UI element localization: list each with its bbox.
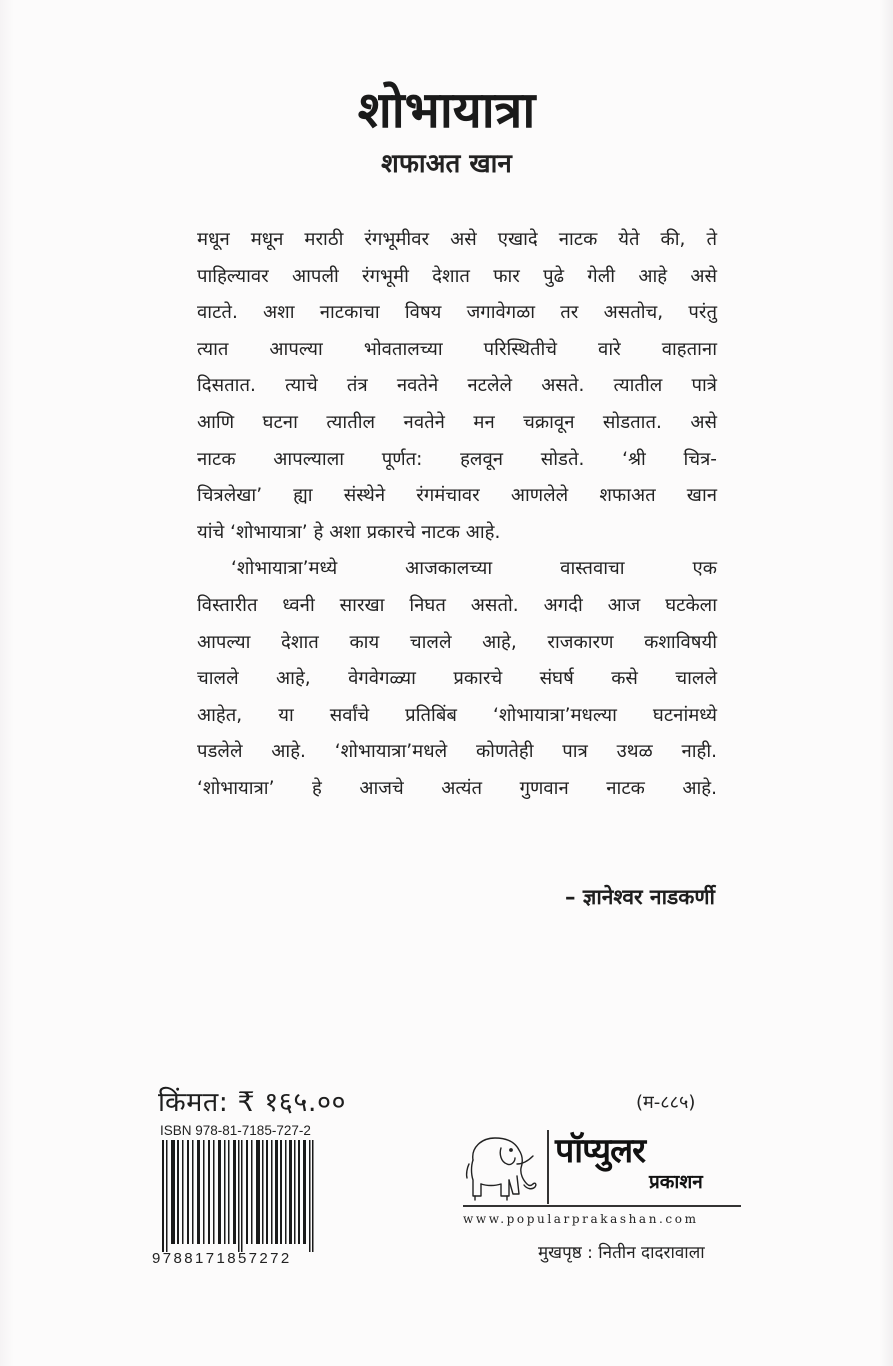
blurb-line: नाटक आपल्याला पूर्णत: हलवून सोडते. ‘श्री चित्र- [197,448,717,470]
logo-rule [463,1205,741,1207]
rupee-icon: ₹ [237,1087,256,1118]
catalog-code: (म-८८५) [636,1092,696,1113]
publisher-logo [463,1130,743,1210]
publisher-name: पॉप्युलर [555,1131,646,1171]
price-label: किंमत: [158,1087,229,1118]
cover-credit: मुखपृष्ठ : नितीन दादरावाला [538,1243,705,1263]
blurb-line: चित्रलेखा’ ह्या संस्थेने रंगमंचावर आणलेले शफाअत खान [197,485,717,507]
book-author: शफाअत खान [381,149,512,179]
blurb-line: ‘शोभायात्रा’मध्ये आजकालच्या वास्तवाचा एक [231,558,717,580]
barcode-digits: 9788171857272 [152,1250,292,1267]
blurb-line: आपल्या देशात काय चालले आहे, राजकारण कशाविषयी [197,631,717,653]
blurb-line: ‘शोभायात्रा’ हे आजचे अत्यंत गुणवान नाटक आहे. [197,777,717,799]
blurb-line: पडलेले आहे. ‘शोभायात्रा’मधले कोणतेही पात्र उथळ नाही. [197,741,717,763]
blurb-line: दिसतात. त्याचे तंत्र नवतेने नटलेले असते. त्यातील पात्रे [197,375,717,397]
publisher-sub: प्रकाशन [649,1171,703,1193]
isbn-label: ISBN 978-81-7185-727-2 [160,1123,311,1138]
blurb-line: आणि घटना त्यातील नवतेने मन चक्रावून सोडतात. असे [197,411,717,433]
blurb-signature: – ज्ञानेश्वर नाडकर्णी [565,885,715,909]
logo-divider [547,1130,549,1204]
blurb-line: वाटते. अशा नाटकाचा विषय जगावेगळा तर असतोच, परंतु [197,302,717,324]
elephant-icon [463,1130,541,1202]
blurb-line: विस्तारीत ध्वनी सारखा निघत असतो. अगदी आज घटकेला [197,594,717,616]
blurb-text [197,222,717,808]
blurb-line: पाहिल्यावर आपली रंगभूमी देशात फार पुढे गेली आहे असे [197,265,717,287]
blurb-line: आहेत, या सर्वांचे प्रतिबिंब ‘शोभायात्रा’मधल्या घटनांमध्ये [197,704,717,726]
book-title: शोभायात्रा [357,81,536,139]
barcode-icon [162,1140,318,1252]
price-amount: १६५.०० [264,1087,347,1118]
blurb-line: त्यात आपल्या भोवतालच्या परिस्थितीचे वारे वाहताना [197,338,717,360]
price [158,1082,346,1119]
publisher-website: www.popularprakashan.com [463,1212,699,1226]
blurb-line: मधून मधून मराठी रंगभूमीवर असे एखादे नाटक येते की, ते [197,229,717,250]
blurb-line: यांचे ‘शोभायात्रा’ हे अशा प्रकारचे नाटक आहे. [197,521,501,543]
blurb-line: चालले आहे, वेगवेगळ्या प्रकारचे संघर्ष कसे चालले [197,668,717,690]
